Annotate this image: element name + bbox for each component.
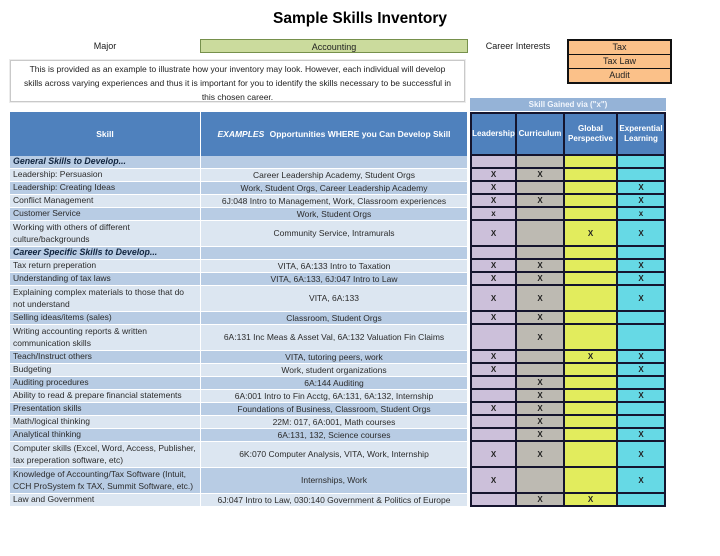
- mark-cells: [470, 221, 666, 247]
- mark-cell: [565, 208, 618, 221]
- mark-cell: [565, 364, 618, 377]
- table-row: [10, 273, 666, 286]
- mark-cell: [618, 377, 666, 390]
- mark-cells: [470, 286, 666, 312]
- mark-cell: [470, 416, 517, 429]
- mark-cell: X: [618, 390, 666, 403]
- mark-cell: X: [618, 468, 666, 494]
- skill-cell: Leadership: Creating Ideas: [10, 182, 200, 195]
- mark-cell: [517, 351, 565, 364]
- examples-cell: 6K:070 Computer Analysis, VITA, Work, Internship: [200, 442, 467, 468]
- examples-cell: 6J:048 Intro to Management, Work, Classroom experiences: [200, 195, 467, 208]
- mark-column-header: Leadership: [470, 112, 517, 156]
- mark-cell: X: [517, 312, 565, 325]
- table-body: [10, 156, 666, 507]
- mark-cell: X: [517, 169, 565, 182]
- examples-cell: Foundations of Business, Classroom, Student Orgs: [200, 403, 467, 416]
- examples-cell: 22M: 017, 6A:001, Math courses: [200, 416, 467, 429]
- table-row: [10, 442, 666, 468]
- mark-cell: [565, 312, 618, 325]
- mark-cells: [470, 156, 666, 169]
- examples-header-emphasis: EXAMPLES: [217, 129, 265, 139]
- skill-cell: Understanding of tax laws: [10, 273, 200, 286]
- mark-cells: [470, 377, 666, 390]
- examples-cell: Classroom, Student Orgs: [200, 312, 467, 325]
- mark-cell: [517, 182, 565, 195]
- skill-cell: Budgeting: [10, 364, 200, 377]
- mark-cell: X: [517, 429, 565, 442]
- mark-cells: [470, 260, 666, 273]
- mark-cell: [565, 442, 618, 468]
- table-row: [10, 182, 666, 195]
- mark-cells: [470, 208, 666, 221]
- skill-cell: Working with others of different culture/backgrounds: [10, 221, 200, 247]
- skill-cell: Auditing procedures: [10, 377, 200, 390]
- table-row: [10, 390, 666, 403]
- mark-cells: [470, 312, 666, 325]
- mark-cell: [565, 182, 618, 195]
- mark-cells: [470, 182, 666, 195]
- mark-cell: X: [618, 260, 666, 273]
- mark-cells: [470, 195, 666, 208]
- table-row: [10, 364, 666, 377]
- mark-cell: [565, 247, 618, 260]
- mark-cell: [470, 156, 517, 169]
- skill-cell: Conflict Management: [10, 195, 200, 208]
- mark-cell: X: [517, 195, 565, 208]
- mark-cell: [618, 156, 666, 169]
- mark-cells: [470, 273, 666, 286]
- mark-cell: [517, 468, 565, 494]
- skill-column-header: Skill: [10, 112, 200, 156]
- career-interest-box: Tax Law: [569, 55, 670, 69]
- examples-cell: [200, 247, 467, 260]
- examples-cell: VITA, tutoring peers, work: [200, 351, 467, 364]
- mark-cell: [618, 416, 666, 429]
- mark-cell: [470, 247, 517, 260]
- mark-cell: X: [470, 442, 517, 468]
- table-row: [10, 208, 666, 221]
- skill-cell: Career Specific Skills to Develop...: [10, 247, 200, 260]
- mark-cell: X: [618, 286, 666, 312]
- table-row: [10, 169, 666, 182]
- table-row: [10, 494, 666, 507]
- mark-column-header: Global Perspective: [565, 112, 618, 156]
- mark-cell: [470, 429, 517, 442]
- section-row: [10, 247, 666, 260]
- mark-cells: [470, 468, 666, 494]
- mark-cell: X: [470, 286, 517, 312]
- skill-cell: Knowledge of Accounting/Tax Software (Intuit, CCH ProSystem fx TAX, Summit Software, etc.): [10, 468, 200, 494]
- mark-cell: X: [618, 442, 666, 468]
- mark-cell: X: [470, 182, 517, 195]
- mark-cells: [470, 364, 666, 377]
- mark-cells: [470, 416, 666, 429]
- table-row: [10, 429, 666, 442]
- mark-cell: [618, 312, 666, 325]
- mark-cell: [565, 416, 618, 429]
- mark-column-header: Experential Learning: [618, 112, 666, 156]
- mark-cell: X: [517, 403, 565, 416]
- mark-cell: X: [470, 351, 517, 364]
- intro-text: This is provided as an example to illustrate how your inventory may look. However, each individual will develop skills across varying experiences and thus it is important for you to identify the skills necessary to be successful in this chosen career.: [10, 60, 465, 102]
- skills-table: [10, 112, 666, 507]
- skill-cell: Math/logical thinking: [10, 416, 200, 429]
- mark-cell: X: [517, 416, 565, 429]
- skill-cell: Teach/Instruct others: [10, 351, 200, 364]
- examples-column-header: [200, 112, 467, 156]
- career-interests-boxes: [567, 39, 672, 84]
- mark-cell: [470, 325, 517, 351]
- mark-cell: [565, 195, 618, 208]
- examples-cell: 6A:144 Auditing: [200, 377, 467, 390]
- examples-cell: Work, Student Orgs: [200, 208, 467, 221]
- mark-cell: X: [517, 390, 565, 403]
- mark-cells: [470, 429, 666, 442]
- mark-cell: x: [618, 208, 666, 221]
- mark-cell: [565, 468, 618, 494]
- mark-cell: [618, 403, 666, 416]
- mark-cell: [470, 377, 517, 390]
- career-interests-label: Career Interests: [485, 41, 551, 51]
- mark-cell: X: [470, 468, 517, 494]
- skill-cell: Customer Service: [10, 208, 200, 221]
- mark-cells: [470, 390, 666, 403]
- table-header-row: [10, 112, 666, 156]
- mark-cells: [470, 442, 666, 468]
- mark-cell: X: [618, 351, 666, 364]
- mark-cell: x: [470, 208, 517, 221]
- mark-cell: X: [517, 377, 565, 390]
- mark-cell: X: [470, 195, 517, 208]
- career-interest-box: Audit: [569, 69, 670, 82]
- skill-cell: General Skills to Develop...: [10, 156, 200, 169]
- table-row: [10, 260, 666, 273]
- mark-cell: [565, 390, 618, 403]
- table-row: [10, 416, 666, 429]
- mark-cell: X: [565, 221, 618, 247]
- skill-cell: Explaining complex materials to those that do not understand: [10, 286, 200, 312]
- table-row: [10, 351, 666, 364]
- mark-cell: [618, 247, 666, 260]
- examples-cell: Community Service, Intramurals: [200, 221, 467, 247]
- mark-cell: [517, 364, 565, 377]
- mark-cell: [618, 169, 666, 182]
- mark-headers: [470, 112, 666, 156]
- skill-cell: Leadership: Persuasion: [10, 169, 200, 182]
- examples-cell: VITA, 6A:133 Intro to Taxation: [200, 260, 467, 273]
- mark-cell: X: [618, 364, 666, 377]
- mark-cell: [470, 494, 517, 507]
- mark-cell: X: [470, 403, 517, 416]
- skill-cell: Tax return preperation: [10, 260, 200, 273]
- skill-cell: Writing accounting reports & written communication skills: [10, 325, 200, 351]
- mark-cell: [565, 169, 618, 182]
- skill-cell: Presentation skills: [10, 403, 200, 416]
- skill-gained-band: Skill Gained via ("x"): [470, 98, 666, 111]
- mark-cell: [565, 325, 618, 351]
- examples-cell: VITA, 6A:133, 6J:047 Intro to Law: [200, 273, 467, 286]
- skill-cell: Computer skills (Excel, Word, Access, Publisher, tax preperation software, etc): [10, 442, 200, 468]
- mark-cells: [470, 169, 666, 182]
- table-row: [10, 403, 666, 416]
- skill-cell: Law and Government: [10, 494, 200, 507]
- mark-cell: [565, 156, 618, 169]
- mark-cell: [517, 247, 565, 260]
- mark-cell: X: [517, 494, 565, 507]
- mark-cell: X: [470, 312, 517, 325]
- table-row: [10, 286, 666, 312]
- examples-cell: Work, Student Orgs, Career Leadership Academy: [200, 182, 467, 195]
- mark-cell: [565, 286, 618, 312]
- mark-cell: X: [618, 221, 666, 247]
- examples-cell: VITA, 6A:133: [200, 286, 467, 312]
- mark-cell: [565, 377, 618, 390]
- table-row: [10, 195, 666, 208]
- examples-cell: Internships, Work: [200, 468, 467, 494]
- mark-cell: X: [618, 429, 666, 442]
- mark-cell: X: [517, 286, 565, 312]
- skill-cell: Ability to read & prepare financial statements: [10, 390, 200, 403]
- major-value-box: Accounting: [200, 39, 468, 53]
- mark-cells: [470, 351, 666, 364]
- mark-cell: [517, 221, 565, 247]
- mark-cell: [618, 494, 666, 507]
- table-row: [10, 312, 666, 325]
- examples-cell: 6A:001 Intro to Fin Acctg, 6A:131, 6A:132, Internship: [200, 390, 467, 403]
- mark-cell: X: [618, 182, 666, 195]
- examples-header-rest: Opportunities WHERE you Can Develop Skill: [267, 129, 451, 139]
- mark-cells: [470, 325, 666, 351]
- skill-cell: Analytical thinking: [10, 429, 200, 442]
- mark-cell: X: [470, 260, 517, 273]
- mark-cell: [565, 273, 618, 286]
- mark-cell: [618, 325, 666, 351]
- mark-cell: X: [470, 364, 517, 377]
- mark-cells: [470, 403, 666, 416]
- mark-cell: X: [565, 494, 618, 507]
- examples-cell: [200, 156, 467, 169]
- mark-cell: X: [470, 273, 517, 286]
- mark-cell: [517, 208, 565, 221]
- mark-cell: X: [565, 351, 618, 364]
- page-title: Sample Skills Inventory: [272, 10, 447, 27]
- mark-cells: [470, 494, 666, 507]
- mark-cell: X: [618, 273, 666, 286]
- mark-cell: [565, 429, 618, 442]
- table-row: [10, 325, 666, 351]
- mark-cell: X: [517, 442, 565, 468]
- mark-cells: [470, 247, 666, 260]
- section-row: [10, 156, 666, 169]
- mark-column-header: Curriculum: [517, 112, 565, 156]
- examples-cell: 6A:131 Inc Meas & Asset Val, 6A:132 Valuation Fin Claims: [200, 325, 467, 351]
- examples-cell: 6J:047 Intro to Law, 030:140 Government & Politics of Europe: [200, 494, 467, 507]
- mark-cell: X: [618, 195, 666, 208]
- mark-cell: X: [517, 273, 565, 286]
- career-interest-box: Tax: [569, 41, 670, 55]
- examples-cell: 6A:131, 132, Science courses: [200, 429, 467, 442]
- mark-cell: X: [470, 221, 517, 247]
- mark-cell: [565, 403, 618, 416]
- mark-cell: X: [470, 169, 517, 182]
- mark-cell: [470, 390, 517, 403]
- mark-cell: [565, 260, 618, 273]
- table-row: [10, 468, 666, 494]
- mark-cell: X: [517, 325, 565, 351]
- skill-cell: Selling ideas/items (sales): [10, 312, 200, 325]
- examples-cell: Career Leadership Academy, Student Orgs: [200, 169, 467, 182]
- examples-cell: Work, student organizations: [200, 364, 467, 377]
- mark-cell: [517, 156, 565, 169]
- major-label: Major: [93, 41, 117, 51]
- table-row: [10, 221, 666, 247]
- table-row: [10, 377, 666, 390]
- mark-cell: X: [517, 260, 565, 273]
